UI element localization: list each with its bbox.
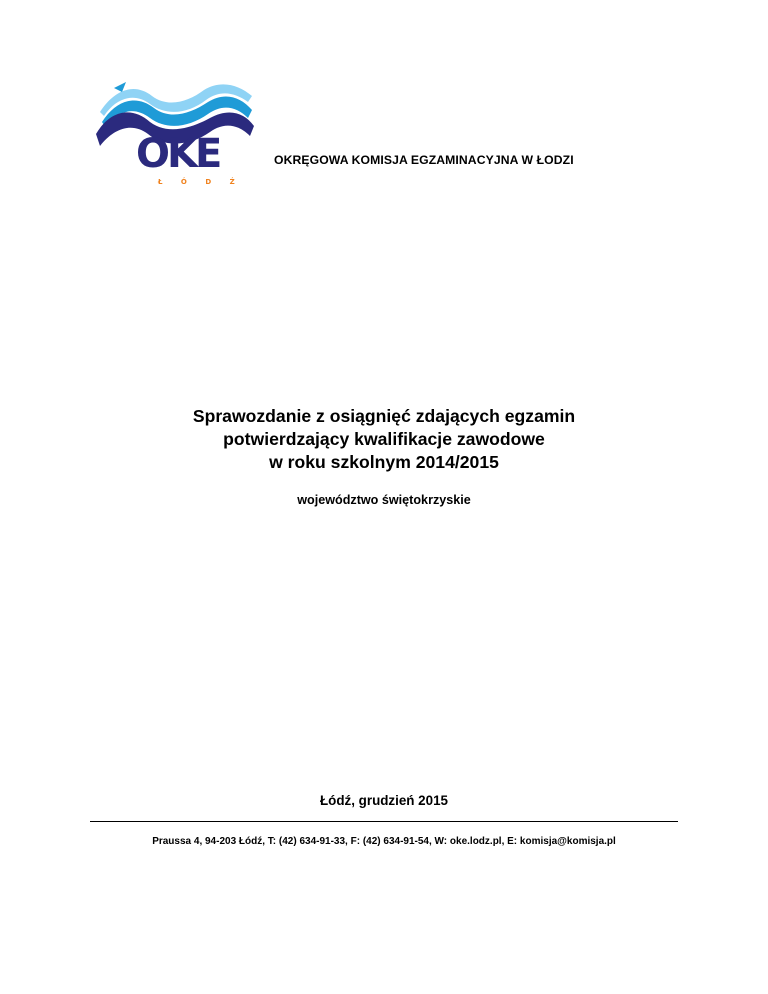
report-title	[0, 405, 768, 474]
report-title-line-3: w roku szkolnym 2014/2015	[269, 452, 499, 472]
footer-divider	[90, 821, 678, 822]
oke-logo-text: OKE	[136, 131, 220, 177]
footer-contact: Praussa 4, 94-203 Łódź, T: (42) 634-91-33, F: (42) 634-91-54, W: oke.lodz.pl, E: komisja@komisja.pl	[152, 836, 616, 847]
place-and-date: Łódź, grudzień 2015	[320, 793, 448, 808]
oke-logo-city: Ł Ó D Ź	[158, 178, 243, 186]
report-title-line-2: potwierdzający kwalifikacje zawodowe	[223, 429, 545, 449]
institution-name: OKRĘGOWA KOMISJA EGZAMINACYJNA W ŁODZI	[274, 153, 574, 167]
oke-logo	[92, 76, 262, 194]
report-title-line-1: Sprawozdanie z osiągnięć zdających egzamin	[192, 406, 576, 426]
region-subtitle: województwo świętokrzyskie	[297, 493, 471, 507]
